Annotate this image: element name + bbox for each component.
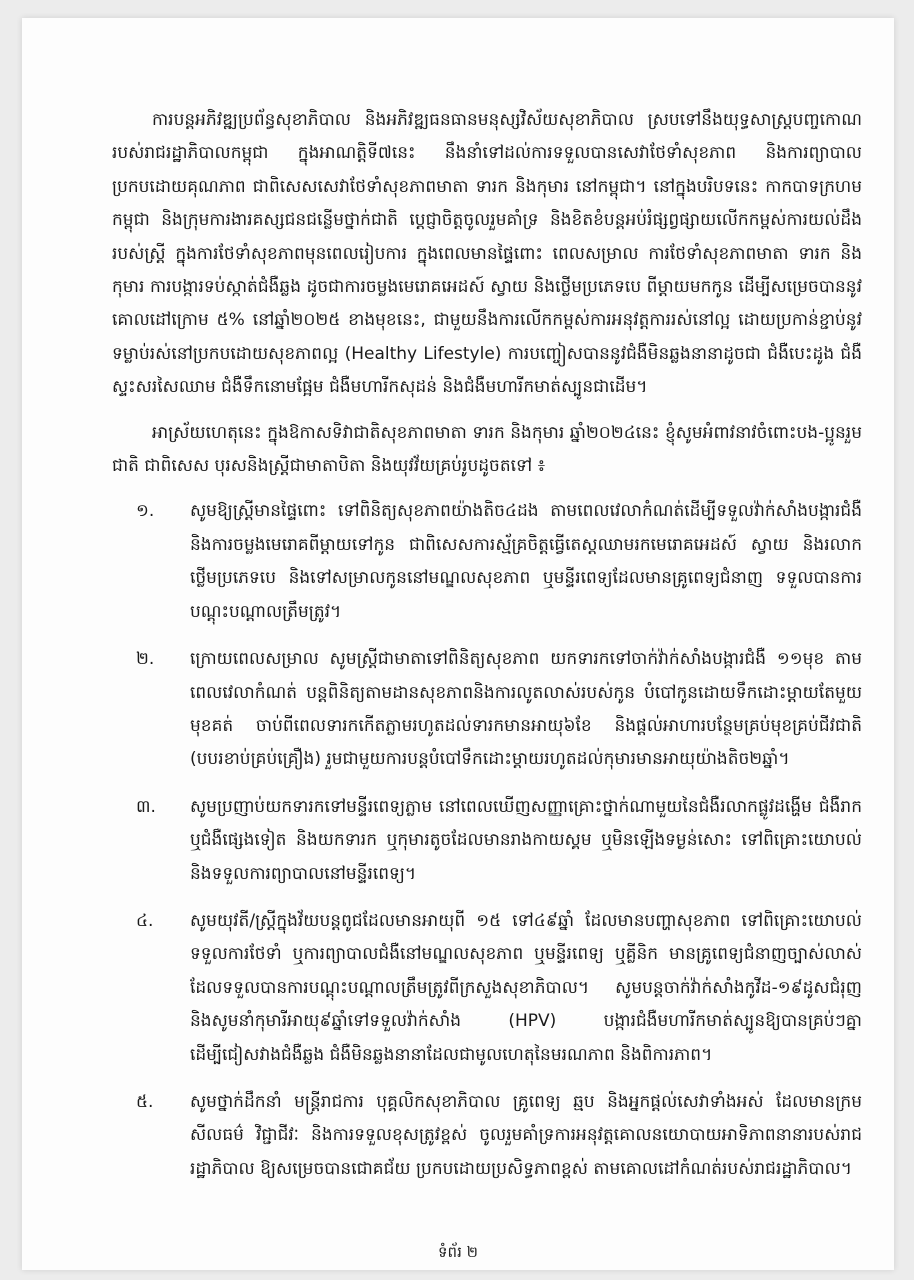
document-body [112, 104, 862, 1200]
page-number: ទំព័រ ២ [438, 1243, 478, 1261]
list-item [112, 1086, 862, 1186]
list-item-text: សូមថ្នាក់ដឹកនាំ មន្ត្រីរាជការ បុគ្គលិកសុខាភិបាល គ្រូពេទ្យ ឆ្មប និងអ្នកផ្តល់សេវាទាំងអស់ ដែលមានក្រមសីលធម៌ វិជ្ជាជីវៈ និងការទទួលខុសត្រូវខ្ពស់ ចូលរួមគាំទ្រការអនុវត្តគោលនយោបាយអាទិភាពនានារបស់រាជរដ្ឋាភិបាល ឱ្យសម្រេចបានជោគជ័យ ប្រកបដោយប្រសិទ្ធភាពខ្ពស់ តាមគោលដៅកំណត់របស់រាជរដ្ឋាភិបាល។ [190, 1091, 862, 1179]
list-item-text: ក្រោយពេលសម្រាល សូមស្ត្រីជាមាតាទៅពិនិត្យសុខភាព យកទារកទៅចាក់វ៉ាក់សាំងបង្ការជំងឺ ១១មុខ តាមពេលវេលាកំណត់ បន្តពិនិត្យតាមដានសុខភាពនិងការលូតលាស់របស់កូន បំបៅកូនដោយទឹកដោះម្តាយតែមួយមុខគត់ ចាប់ពីពេលទារកកើតភ្លាមរហូតដល់ទារកមានអាយុ៦ខែ និងផ្តល់អាហារបន្ថែមគ្រប់មុខគ្រប់ជីវជាតិ (បបរខាប់គ្រប់គ្រឿង) រួមជាមួយការបន្តបំបៅទឹកដោះម្តាយរហូតដល់កុមារមានអាយុយ៉ាងតិច២ឆ្នាំ។ [190, 649, 862, 770]
document-page [22, 18, 894, 1270]
list-item-number: ៣. [136, 796, 156, 817]
list-item-text: សូមយុវតី/ស្ត្រីក្នុងវ័យបន្តពូជដែលមានអាយុពី ១៥ ទៅ៤៩ឆ្នាំ ដែលមានបញ្ហាសុខភាព ទៅពិគ្រោះយោបល់ ទទួលការថែទាំ ឬការព្យាបាលជំងឺនៅមណ្ឌលសុខភាព ឬមន្ទីរពេទ្យ ឬគ្លីនិក មានគ្រូពេទ្យជំនាញច្បាស់លាស់ ដែលទទួលបានការបណ្តុះបណ្តាលត្រឹមត្រូវពីក្រសួងសុខាភិបាល។ សូមបន្តចាក់វ៉ាក់សាំងកូវីដ-១៩ដូសជំរុញ និងសូមនាំកុមារីអាយុ៩ឆ្នាំទៅទទួលវ៉ាក់សាំង (HPV) បង្ការជំងឺមហារីកមាត់ស្បូនឱ្យបានគ្រប់ៗគ្នា ដើម្បីជៀសវាងជំងឺឆ្លង ជំងឺមិនឆ្លងនានាដែលជាមូលហេតុនៃមរណភាព និងពិការភាព។ [190, 910, 862, 1065]
list-item-number: ៥. [136, 1091, 154, 1112]
list-item [112, 791, 862, 891]
list-item-number: ១. [136, 501, 155, 522]
appeal-list [112, 495, 862, 1186]
intro-paragraph: ការបន្តអភិវឌ្ឍប្រព័ន្ធសុខាភិបាល និងអភិវឌ្ឍធនធានមនុស្សវិស័យសុខាភិបាល ស្របទៅនឹងយុទ្ធសាស្ត្របញ្ចកោណរបស់រាជរដ្ឋាភិបាលកម្ពុជា ក្នុងអាណត្តិទី៧នេះ នឹងនាំទៅដល់ការទទួលបានសេវាថែទាំសុខភាព និងការព្យាបាលប្រកបដោយគុណភាព ជាពិសេសសេវាថែទាំសុខភាពមាតា ទារក និងកុមារ នៅកម្ពុជា។ នៅក្នុងបរិបទនេះ កាកបាទក្រហមកម្ពុជា និងក្រុមការងារគស្សជនជន្លើមថ្នាក់ជាតិ ប្តេជ្ញាចិត្តចូលរួមគាំទ្រ និងខិតខំបន្តអប់រំផ្សព្វផ្សាយលើកកម្ពស់ការយល់ដឹងរបស់ស្ត្រី ក្នុងការថែទាំសុខភាពមុនពេលរៀបការ ក្នុងពេលមានផ្ទៃពោះ ពេលសម្រាល ការថែទាំសុខភាពមាតា ទារក និងកុមារ ការបង្ការទប់ស្កាត់ជំងឺឆ្លង ដូចជាការចម្លងមេរោគអេដស៍ ស្វាយ និងថ្លើមប្រភេទបេ ពីម្តាយមកកូន ដើម្បីសម្រេចបាននូវគោលដៅក្រោម ៥% នៅឆ្នាំ២០២៥ ខាងមុខនេះ, ជាមួយនឹងការលើកកម្ពស់ការអនុវត្តការរស់នៅល្អ ដោយប្រកាន់ខ្ជាប់នូវទម្លាប់រស់នៅប្រកបដោយសុខភាពល្អ (Healthy Lifestyle) ការបញ្ចៀសបាននូវជំងឺមិនឆ្លងនានាដូចជា ជំងឺបេះដូង ជំងឺស្ទះសរសៃឈាម ជំងឺទឹកនោមផ្អែម ជំងឺមហារីកសុដន់ និងជំងឺមហារីកមាត់ស្បូនជាដើម។ [112, 110, 862, 398]
list-item [112, 495, 862, 629]
list-item-text: សូមឱ្យស្ត្រីមានផ្ទៃពោះ ទៅពិនិត្យសុខភាពយ៉ាងតិច៤ដង តាមពេលវេលាកំណត់ដើម្បីទទួលវ៉ាក់សាំងបង្ការជំងឺ និងការចម្លងមេរោគពីម្តាយទៅកូន ជាពិសេសការស្ម័គ្រចិត្តធ្វើតេស្តឈាមរកមេរោគអេដស៍ ស្វាយ និងរលាកថ្លើមប្រភេទបេ និងទៅសម្រាលកូននៅមណ្ឌលសុខភាព ឬមន្ទីរពេទ្យដែលមានគ្រូពេទ្យជំនាញ ទទួលបានការបណ្តុះបណ្តាលត្រឹមត្រូវ។ [190, 501, 862, 622]
list-item [112, 905, 862, 1072]
list-item-number: ៤. [136, 910, 154, 931]
appeal-paragraph: អាស្រ័យហេតុនេះ ក្នុងឱកាសទិវាជាតិសុខភាពមាតា ទារក និងកុមារ ឆ្នាំ២០២៤នេះ ខ្ញុំសូមអំពាវនាវចំពោះបង-ប្អូនរួមជាតិ ជាពិសេស បុរសនិងស្ត្រីជាមាតាបិតា និងយុវវ័យគ្រប់រូបដូចតទៅ ៖ [112, 422, 862, 477]
list-item-number: ២. [136, 649, 155, 670]
list-item [112, 643, 862, 777]
list-item-text: សូមប្រញាប់យកទារកទៅមន្ទីរពេទ្យភ្លាម នៅពេលឃើញសញ្ញាគ្រោះថ្នាក់ណាមួយនៃជំងឺរលាកផ្លូវដង្ហើម ជំងឺរាក ឬជំងឺផ្សេងទៀត និងយកទារក ឬកុមារតូចដែលមានរាងកាយស្គម ឬមិនឡើងទម្ងន់សោះ ទៅពិគ្រោះយោបល់ និងទទួលការព្យាបាលនៅមន្ទីរពេទ្យ។ [190, 796, 862, 884]
